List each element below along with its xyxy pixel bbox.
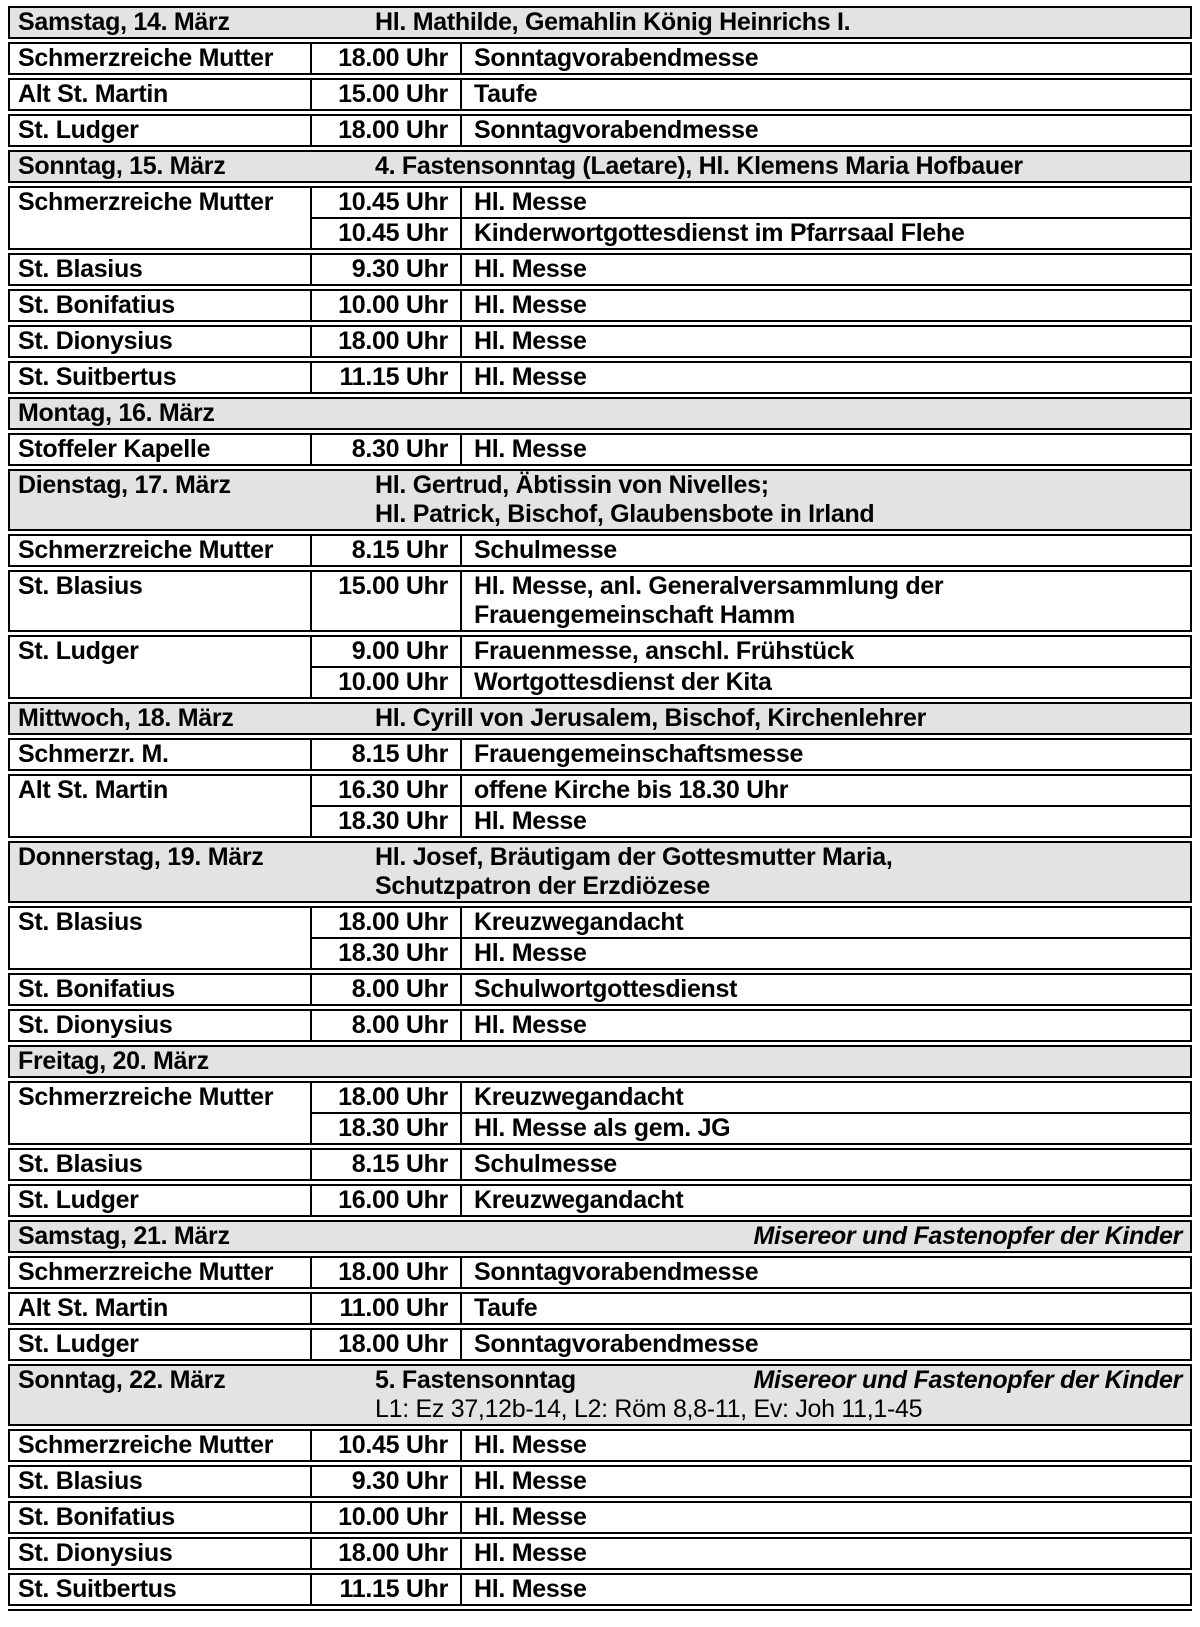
service-list	[312, 572, 1190, 630]
service-time: 18.00 Uhr	[312, 1083, 462, 1112]
day-date: Samstag, 21. März	[18, 1222, 230, 1250]
service-list	[312, 536, 1190, 565]
service-description	[462, 291, 1190, 320]
service-time: 10.45 Uhr	[312, 219, 462, 248]
church-name: St. Bonifatius	[10, 291, 312, 320]
service-list	[312, 1575, 1190, 1604]
service-description-line: Sonntagvorabendmesse	[474, 1258, 759, 1286]
entry-row	[8, 325, 1192, 358]
service-list	[312, 776, 1190, 836]
service-time: 9.30 Uhr	[312, 1467, 462, 1496]
service-list	[312, 1083, 1190, 1143]
entry-row	[8, 570, 1192, 632]
service-row	[312, 1186, 1190, 1215]
church-name: St. Blasius	[10, 1467, 312, 1496]
service-description-line: Schulmesse	[474, 1150, 617, 1178]
service-time: 18.30 Uhr	[312, 1114, 462, 1143]
church-name: St. Suitbertus	[10, 363, 312, 392]
entry-row	[8, 738, 1192, 771]
service-description-line: Taufe	[474, 1294, 538, 1322]
service-list	[312, 1431, 1190, 1460]
service-time: 11.15 Uhr	[312, 363, 462, 392]
service-description-line: Hl. Messe	[474, 188, 587, 216]
church-name: Schmerzreiche Mutter	[10, 536, 312, 565]
service-list	[312, 637, 1190, 697]
service-time: 11.15 Uhr	[312, 1575, 462, 1604]
service-description	[462, 1431, 1190, 1460]
service-list	[312, 363, 1190, 392]
service-description	[462, 80, 1190, 109]
service-row	[312, 1112, 1190, 1143]
entry-row	[8, 361, 1192, 394]
service-description	[462, 255, 1190, 284]
entry-row	[8, 1256, 1192, 1289]
service-row	[312, 1467, 1190, 1496]
day-header	[8, 1364, 1192, 1426]
service-row	[312, 435, 1190, 464]
service-description-line: Hl. Messe	[474, 1431, 587, 1459]
entry-row	[8, 635, 1192, 699]
entry-row	[8, 78, 1192, 111]
service-row	[312, 1539, 1190, 1568]
service-time: 18.00 Uhr	[312, 44, 462, 73]
day-feast-line: Schutzpatron der Erzdiözese	[375, 872, 711, 900]
service-description	[462, 116, 1190, 145]
entry-row	[8, 534, 1192, 567]
day-header	[8, 469, 1192, 531]
service-row	[312, 975, 1190, 1004]
service-time: 18.00 Uhr	[312, 1539, 462, 1568]
service-list	[312, 1186, 1190, 1215]
day-feast-line: Hl. Gertrud, Äbtissin von Nivelles;	[375, 471, 769, 499]
day-date: Freitag, 20. März	[18, 1047, 209, 1075]
church-name: St. Blasius	[10, 572, 312, 630]
church-name: St. Blasius	[10, 255, 312, 284]
service-list	[312, 44, 1190, 73]
service-row	[312, 1431, 1190, 1460]
service-description-line: Hl. Messe	[474, 435, 587, 463]
service-row	[312, 1258, 1190, 1287]
service-description	[462, 1083, 1190, 1112]
service-description-line: Hl. Messe	[474, 255, 587, 283]
service-time: 10.00 Uhr	[312, 291, 462, 320]
service-description-line: Sonntagvorabendmesse	[474, 116, 759, 144]
entry-row	[8, 1009, 1192, 1042]
day-date: Sonntag, 22. März	[18, 1366, 226, 1394]
service-time: 18.30 Uhr	[312, 939, 462, 968]
service-time: 8.15 Uhr	[312, 740, 462, 769]
service-list	[312, 255, 1190, 284]
service-row	[312, 327, 1190, 356]
day-readings: L1: Ez 37,12b-14, L2: Röm 8,8-11, Ev: Joh 11,1-45	[375, 1395, 923, 1423]
service-row	[312, 1083, 1190, 1112]
service-list	[312, 1294, 1190, 1323]
service-row	[312, 217, 1190, 248]
service-list	[312, 1258, 1190, 1287]
day-feast	[375, 471, 1190, 529]
service-row	[312, 666, 1190, 697]
service-row	[312, 1575, 1190, 1604]
service-list	[312, 80, 1190, 109]
service-list	[312, 1503, 1190, 1532]
day-feast-line: Hl. Patrick, Bischof, Glaubensbote in Irland	[375, 500, 875, 528]
service-description-line: Kreuzwegandacht	[474, 1186, 684, 1214]
service-description	[462, 1186, 1190, 1215]
service-description-line: Kreuzwegandacht	[474, 1083, 684, 1111]
service-time: 10.45 Uhr	[312, 1431, 462, 1460]
service-list	[312, 116, 1190, 145]
service-time: 8.15 Uhr	[312, 1150, 462, 1179]
day-header	[8, 1220, 1192, 1253]
service-description	[462, 1575, 1190, 1604]
service-description	[462, 1294, 1190, 1323]
service-row	[312, 80, 1190, 109]
service-description	[462, 637, 1190, 666]
service-description-line: Schulwortgottesdienst	[474, 975, 738, 1003]
service-row	[312, 188, 1190, 217]
service-time: 18.00 Uhr	[312, 1258, 462, 1287]
entry-row	[8, 1184, 1192, 1217]
service-description	[462, 740, 1190, 769]
service-description-line: Hl. Messe	[474, 939, 587, 967]
day-date: Samstag, 14. März	[18, 8, 230, 36]
service-row	[312, 1330, 1190, 1359]
service-description-line: Taufe	[474, 80, 538, 108]
service-time: 10.00 Uhr	[312, 1503, 462, 1532]
day-feast-line: 5. Fastensonntag	[375, 1366, 576, 1394]
service-description	[462, 327, 1190, 356]
service-description-line: Hl. Messe, anl. Generalversammlung der	[474, 572, 944, 600]
service-row	[312, 637, 1190, 666]
service-description-line: Hl. Messe	[474, 1539, 587, 1567]
day-feast-line: 4. Fastensonntag (Laetare), Hl. Klemens Maria Hofbauer	[375, 152, 1023, 180]
service-description	[462, 668, 1190, 697]
service-description-line: Hl. Messe	[474, 1503, 587, 1531]
service-row	[312, 536, 1190, 565]
service-description-line: Frauengemeinschaft Hamm	[474, 601, 795, 629]
day-feast	[375, 704, 1190, 733]
service-list	[312, 435, 1190, 464]
day-feast	[375, 1366, 754, 1395]
day-note-collection: Misereor und Fastenopfer der Kinder	[753, 1222, 1182, 1250]
service-description	[462, 536, 1190, 565]
service-time: 15.00 Uhr	[312, 80, 462, 109]
church-name: St. Suitbertus	[10, 1575, 312, 1604]
service-description-line: Hl. Messe	[474, 363, 587, 391]
service-description-line: Hl. Messe	[474, 807, 587, 835]
church-name: St. Bonifatius	[10, 975, 312, 1004]
entry-row	[8, 1292, 1192, 1325]
service-description	[462, 1467, 1190, 1496]
entry-row	[8, 1537, 1192, 1570]
service-time: 10.00 Uhr	[312, 668, 462, 697]
service-description	[462, 435, 1190, 464]
service-time: 18.00 Uhr	[312, 116, 462, 145]
service-description	[462, 776, 1190, 805]
service-description-line: Hl. Messe	[474, 327, 587, 355]
service-list	[312, 1011, 1190, 1040]
church-name: St. Bonifatius	[10, 1503, 312, 1532]
service-description-line: Kreuzwegandacht	[474, 908, 684, 936]
day-date: Mittwoch, 18. März	[18, 704, 234, 732]
service-time: 8.00 Uhr	[312, 975, 462, 1004]
entry-row	[8, 114, 1192, 147]
service-list	[312, 188, 1190, 248]
service-description	[462, 939, 1190, 968]
service-time: 18.00 Uhr	[312, 908, 462, 937]
day-date: Montag, 16. März	[18, 399, 215, 427]
day-feast-line: Hl. Josef, Bräutigam der Gottesmutter Maria,	[375, 843, 893, 871]
church-name: St. Dionysius	[10, 1011, 312, 1040]
service-description	[462, 219, 1190, 248]
entry-row	[8, 42, 1192, 75]
entry-row	[8, 1081, 1192, 1145]
entry-row	[8, 1429, 1192, 1462]
service-list	[312, 1539, 1190, 1568]
service-time: 18.30 Uhr	[312, 807, 462, 836]
service-row	[312, 255, 1190, 284]
service-row	[312, 805, 1190, 836]
service-row	[312, 937, 1190, 968]
service-list	[312, 291, 1190, 320]
service-row	[312, 1150, 1190, 1179]
church-name: Schmerzreiche Mutter	[10, 1083, 312, 1143]
church-name: Schmerzr. M.	[10, 740, 312, 769]
church-name: St. Dionysius	[10, 1539, 312, 1568]
service-description	[462, 1258, 1190, 1287]
day-date: Sonntag, 15. März	[18, 152, 226, 180]
service-description	[462, 908, 1190, 937]
church-name: Schmerzreiche Mutter	[10, 44, 312, 73]
service-description	[462, 1150, 1190, 1179]
church-name: Alt St. Martin	[10, 1294, 312, 1323]
entry-row	[8, 1573, 1192, 1606]
service-description	[462, 1114, 1190, 1143]
service-description-line: Hl. Messe	[474, 291, 587, 319]
service-description-line: Wortgottesdienst der Kita	[474, 668, 772, 696]
day-feast-line: Hl. Mathilde, Gemahlin König Heinrichs I.	[375, 8, 851, 36]
entry-row	[8, 906, 1192, 970]
service-list	[312, 975, 1190, 1004]
service-list	[312, 1150, 1190, 1179]
day-date: Dienstag, 17. März	[18, 471, 231, 499]
service-row	[312, 363, 1190, 392]
service-time: 10.45 Uhr	[312, 188, 462, 217]
service-time: 15.00 Uhr	[312, 572, 462, 630]
service-description	[462, 188, 1190, 217]
church-name: St. Ludger	[10, 1186, 312, 1215]
service-time: 9.00 Uhr	[312, 637, 462, 666]
service-description	[462, 1503, 1190, 1532]
service-time: 8.30 Uhr	[312, 435, 462, 464]
service-row	[312, 572, 1190, 630]
service-description-line: Hl. Messe als gem. JG	[474, 1114, 731, 1142]
service-description	[462, 975, 1190, 1004]
service-row	[312, 1294, 1190, 1323]
entry-row	[8, 253, 1192, 286]
entry-row	[8, 1465, 1192, 1498]
church-name: St. Dionysius	[10, 327, 312, 356]
service-description-line: Hl. Messe	[474, 1467, 587, 1495]
church-name: St. Ludger	[10, 116, 312, 145]
day-feast	[375, 152, 1190, 181]
day-feast	[375, 843, 1190, 901]
service-description	[462, 1539, 1190, 1568]
church-name: Stoffeler Kapelle	[10, 435, 312, 464]
service-description-line: Hl. Messe	[474, 1011, 587, 1039]
service-list	[312, 327, 1190, 356]
service-description-line: Sonntagvorabendmesse	[474, 1330, 759, 1358]
service-description	[462, 1011, 1190, 1040]
service-time: 18.00 Uhr	[312, 327, 462, 356]
service-time: 8.15 Uhr	[312, 536, 462, 565]
church-name: St. Blasius	[10, 1150, 312, 1179]
entry-row	[8, 186, 1192, 250]
church-name: St. Blasius	[10, 908, 312, 968]
service-row	[312, 740, 1190, 769]
service-description-line: offene Kirche bis 18.30 Uhr	[474, 776, 789, 804]
service-time: 16.30 Uhr	[312, 776, 462, 805]
service-row	[312, 44, 1190, 73]
service-list	[312, 908, 1190, 968]
service-row	[312, 291, 1190, 320]
day-header	[8, 6, 1192, 39]
day-note-collection: Misereor und Fastenopfer der Kinder	[753, 1366, 1182, 1394]
service-description	[462, 807, 1190, 836]
service-description-line: Kinderwortgottesdienst im Pfarrsaal Flehe	[474, 219, 965, 247]
service-description-line: Schulmesse	[474, 536, 617, 564]
service-description-line: Hl. Messe	[474, 1575, 587, 1603]
service-description	[462, 363, 1190, 392]
entry-row	[8, 1501, 1192, 1534]
entry-row	[8, 973, 1192, 1006]
church-name: Alt St. Martin	[10, 776, 312, 836]
service-row	[312, 116, 1190, 145]
church-name: Schmerzreiche Mutter	[10, 1431, 312, 1460]
entry-row	[8, 774, 1192, 838]
day-feast	[375, 8, 1190, 37]
service-time: 16.00 Uhr	[312, 1186, 462, 1215]
service-list	[312, 1330, 1190, 1359]
service-description	[462, 1330, 1190, 1359]
service-row	[312, 1011, 1190, 1040]
service-time: 8.00 Uhr	[312, 1011, 462, 1040]
entry-row	[8, 1328, 1192, 1361]
service-description-line: Frauenmesse, anschl. Frühstück	[474, 637, 855, 665]
day-header	[8, 397, 1192, 430]
church-name: St. Ludger	[10, 637, 312, 697]
day-feast-line: Hl. Cyrill von Jerusalem, Bischof, Kirchenlehrer	[375, 704, 927, 732]
church-name: Schmerzreiche Mutter	[10, 188, 312, 248]
entry-row	[8, 289, 1192, 322]
next-row-cutoff-border	[8, 1609, 1192, 1611]
service-row	[312, 908, 1190, 937]
church-name: St. Ludger	[10, 1330, 312, 1359]
day-header	[8, 702, 1192, 735]
service-description-line: Sonntagvorabendmesse	[474, 44, 759, 72]
service-list	[312, 740, 1190, 769]
service-time: 9.30 Uhr	[312, 255, 462, 284]
day-header	[8, 1045, 1192, 1078]
service-description	[462, 572, 1190, 630]
service-time: 11.00 Uhr	[312, 1294, 462, 1323]
church-name: Alt St. Martin	[10, 80, 312, 109]
day-header	[8, 841, 1192, 903]
service-list	[312, 1467, 1190, 1496]
service-row	[312, 1503, 1190, 1532]
entry-row	[8, 433, 1192, 466]
service-time: 18.00 Uhr	[312, 1330, 462, 1359]
service-description	[462, 44, 1190, 73]
service-description-line: Frauengemeinschaftsmesse	[474, 740, 804, 768]
day-date: Donnerstag, 19. März	[18, 843, 264, 871]
church-name: Schmerzreiche Mutter	[10, 1258, 312, 1287]
day-header	[8, 150, 1192, 183]
entry-row	[8, 1148, 1192, 1181]
service-row	[312, 776, 1190, 805]
